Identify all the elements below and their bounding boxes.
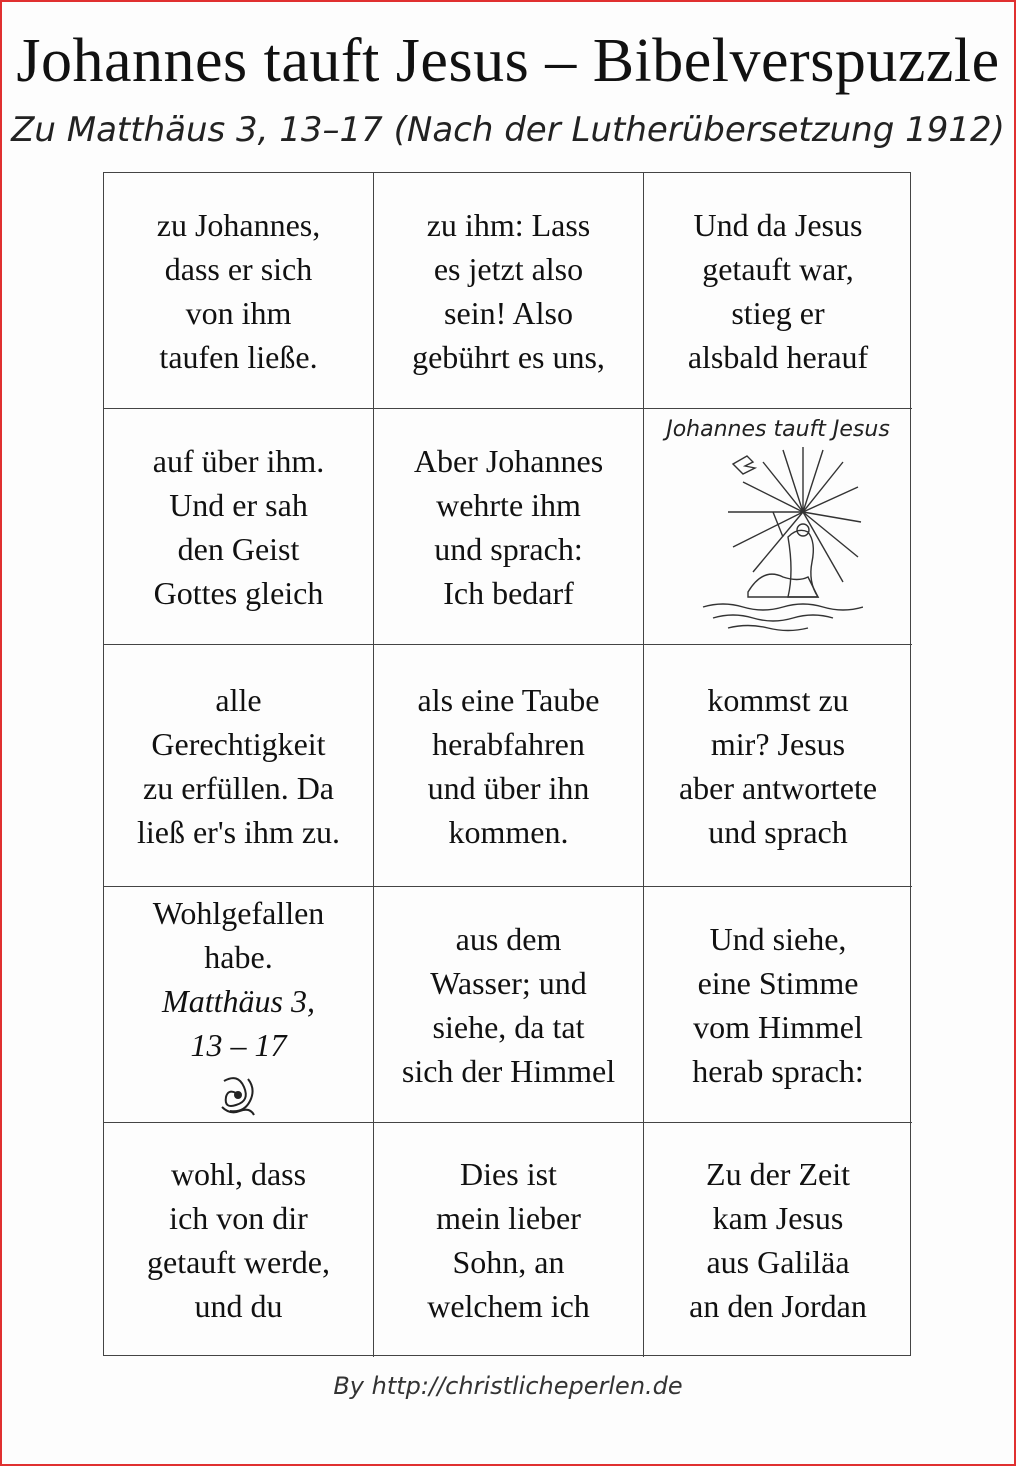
ornament-icon <box>214 1071 262 1119</box>
puzzle-card[interactable] <box>104 173 374 409</box>
puzzle-card[interactable] <box>644 1123 912 1357</box>
puzzle-card[interactable] <box>374 887 644 1123</box>
card-text: Zu der Zeit kam Jesus aus Galiläa an den Jordan <box>689 1156 867 1324</box>
picture-title: Johannes tauft Jesus <box>666 417 890 442</box>
card-text: als eine Taube herabfahren und über ihn kommen. <box>417 681 600 850</box>
puzzle-card[interactable] <box>644 173 912 409</box>
page-title: Johannes tauft Jesus – Bibelverspuzzle <box>16 27 1000 95</box>
card-text: alle Gerechtigkeit zu erfüllen. Da ließ er's ihm zu. <box>136 681 341 850</box>
card-text: zu ihm: Lass es jetzt also sein! Also gebührt es uns, <box>412 206 605 375</box>
card-text: aus dem Wasser; und siehe, da tat sich der Himmel <box>401 920 616 1089</box>
card-text: kommst zu mir? Jesus aber antwortete und sprach <box>678 681 878 850</box>
card-text: Und da Jesus getauft war, stieg er alsbald herauf <box>687 206 869 375</box>
puzzle-card[interactable] <box>374 1123 644 1357</box>
picture-card[interactable] <box>644 409 912 645</box>
footer-credit[interactable]: By http://christlicheperlen.de <box>333 1372 683 1400</box>
puzzle-card[interactable] <box>104 409 374 645</box>
card-text: Aber Johannes wehrte ihm und sprach: Ich bedarf <box>413 442 604 611</box>
puzzle-card[interactable] <box>104 645 374 887</box>
puzzle-card[interactable] <box>374 409 644 645</box>
card-text: wohl, dass ich von dir getauft werde, und du <box>146 1156 330 1324</box>
puzzle-card[interactable] <box>374 173 644 409</box>
puzzle-card[interactable] <box>104 1123 374 1357</box>
card-text: Und siehe, eine Stimme vom Himmel herab sprach: <box>692 920 864 1089</box>
bible-reference: Matthäus 3, 13 – 17 <box>162 982 315 1063</box>
baptism-illustration-icon <box>693 442 863 632</box>
card-text: Wohlgefallen habe. <box>152 894 325 975</box>
card-text: zu Johannes, dass er sich von ihm taufen ließe. <box>156 206 321 375</box>
puzzle-card[interactable] <box>644 887 912 1123</box>
puzzle-card[interactable] <box>374 645 644 887</box>
page-subtitle: Zu Matthäus 3, 13–17 (Nach der Lutherübersetzung 1912) <box>11 110 1005 150</box>
puzzle-card[interactable] <box>104 887 374 1123</box>
puzzle-card[interactable] <box>644 645 912 887</box>
puzzle-grid <box>103 172 911 1356</box>
card-text: Dies ist mein lieber Sohn, an welchem ich <box>427 1156 590 1324</box>
card-text: auf über ihm. Und er sah den Geist Gottes gleich <box>152 442 325 611</box>
